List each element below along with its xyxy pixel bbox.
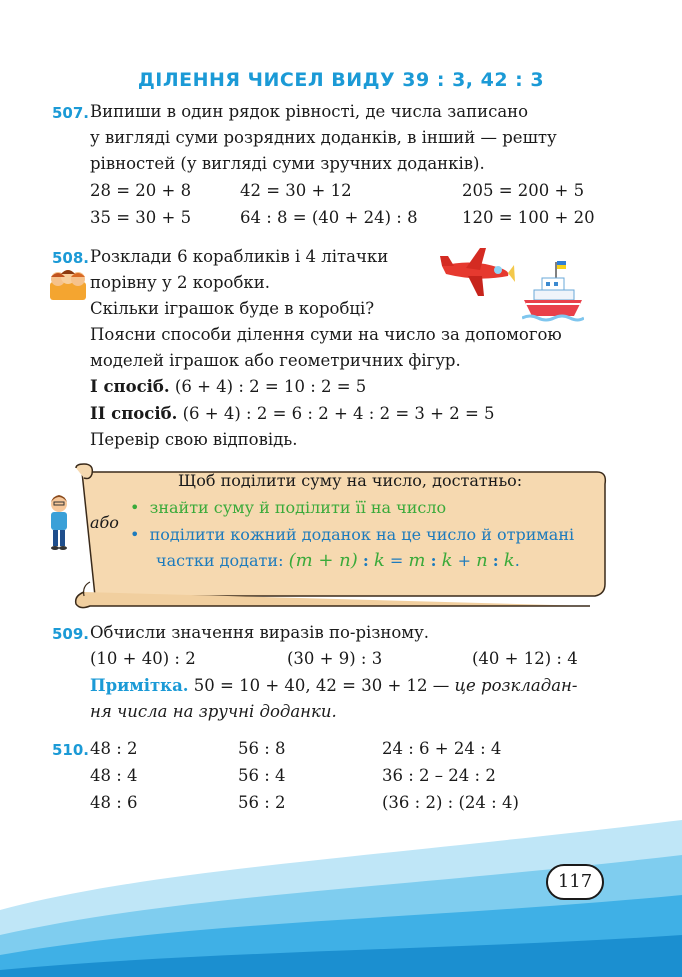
rule-bullet-1 xyxy=(130,495,446,521)
expression: 56 : 2 xyxy=(238,793,286,812)
expression: (10 + 40) : 2 xyxy=(90,649,196,668)
check-answer: Перевір свою відповідь. xyxy=(90,430,298,449)
page-title: ДІЛЕННЯ ЧИСЕЛ ВИДУ 39 : 3, 42 : 3 xyxy=(137,69,545,91)
rule-bullet-2-line-1: поділити кожний доданок на це число й отримані xyxy=(149,525,575,544)
formula-k: k xyxy=(373,550,385,571)
expression: (40 + 12) : 4 xyxy=(472,649,578,668)
exercise-509-number: 509. xyxy=(52,625,90,643)
page-number: 117 xyxy=(546,864,604,900)
equation: 205 = 200 + 5 xyxy=(462,181,585,200)
formula-k: k xyxy=(441,550,453,571)
bullet-dot: • xyxy=(130,525,150,544)
note-label: Примітка. xyxy=(90,676,189,695)
expression: 48 : 2 xyxy=(90,739,138,758)
expression: 24 : 6 + 24 : 4 xyxy=(382,739,502,758)
formula-colon: : xyxy=(362,551,369,570)
note-line-2: ня числа на зручні доданки. xyxy=(90,702,337,721)
formula-n: n xyxy=(476,550,488,571)
rule-bullet-1-text: знайти суму й поділити її на число xyxy=(149,498,447,517)
formula-period: . xyxy=(514,551,520,570)
boy-character-illustration xyxy=(44,494,74,552)
exercise-508-line-4: Поясни способи ділення суми на число за допомогою xyxy=(90,325,562,344)
exercise-507-line-3: рівностей (у вигляді суми зручних доданків). xyxy=(90,154,485,173)
expression: (30 + 9) : 3 xyxy=(287,649,383,668)
exercise-508-number: 508. xyxy=(52,249,90,267)
formula-equals: = xyxy=(389,551,404,570)
rule-heading: Щоб поділити суму на число, достатньо: xyxy=(178,471,523,490)
bullet-dot: • xyxy=(130,498,150,517)
equation: 120 = 100 + 20 xyxy=(462,208,595,227)
formula-left: (m + n) xyxy=(288,550,358,571)
method-2 xyxy=(90,401,495,427)
exercise-507-line-2: у вигляді суми розрядних доданків, в інший — решту xyxy=(90,128,557,147)
rule-bullet-2 xyxy=(130,522,574,548)
expression: 48 : 4 xyxy=(90,766,138,785)
formula-colon: : xyxy=(430,551,437,570)
method-2-expression: (6 + 4) : 2 = 6 : 2 + 4 : 2 = 3 + 2 = 5 xyxy=(182,404,495,423)
toy-airplane-illustration xyxy=(438,246,516,298)
note-math: 50 = 10 + 40, 42 = 30 + 12 xyxy=(193,676,428,695)
formula-plus: + xyxy=(457,551,471,570)
method-2-label: II спосіб. xyxy=(90,404,178,423)
formula-k: k xyxy=(503,550,515,571)
expression: 56 : 8 xyxy=(238,739,286,758)
exercise-508-line-2: порівну у 2 коробки. xyxy=(90,273,270,292)
note-line-1 xyxy=(90,673,577,699)
toy-ship-illustration xyxy=(522,258,584,324)
method-1-label: I спосіб. xyxy=(90,377,170,396)
equation: 64 : 8 = (40 + 24) : 8 xyxy=(240,208,418,227)
formula-colon: : xyxy=(492,551,499,570)
method-1-expression: (6 + 4) : 2 = 10 : 2 = 5 xyxy=(174,377,367,396)
expression: 48 : 6 xyxy=(90,793,138,812)
equation: 35 = 30 + 5 xyxy=(90,208,192,227)
expression: 56 : 4 xyxy=(238,766,286,785)
method-1 xyxy=(90,374,366,400)
expression: 36 : 2 – 24 : 2 xyxy=(382,766,496,785)
exercise-510-number: 510. xyxy=(52,741,90,759)
formula-m: m xyxy=(408,550,426,571)
exercise-507-line-1: Випиши в один рядок рівності, де числа записано xyxy=(90,102,529,121)
equation: 42 = 30 + 12 xyxy=(240,181,352,200)
expression: (36 : 2) : (24 : 4) xyxy=(382,793,519,812)
exercise-508-line-5: моделей іграшок або геометричних фігур. xyxy=(90,351,461,370)
note-text-1: — це розкладан- xyxy=(432,676,578,695)
or-label: або xyxy=(90,513,119,532)
equation: 28 = 20 + 8 xyxy=(90,181,192,200)
exercise-509-line: Обчисли значення виразів по-різному. xyxy=(90,623,430,642)
exercise-507-number: 507. xyxy=(52,104,90,122)
rule-bullet-2-line-2: частки додати: xyxy=(156,551,284,570)
rule-bullet-2-line-2-row xyxy=(156,548,520,574)
exercise-508-line-1: Розклади 6 корабликів і 4 літачки xyxy=(90,247,389,266)
exercise-508-line-3: Скільки іграшок буде в коробці? xyxy=(90,299,375,318)
pair-work-icon xyxy=(48,268,88,302)
